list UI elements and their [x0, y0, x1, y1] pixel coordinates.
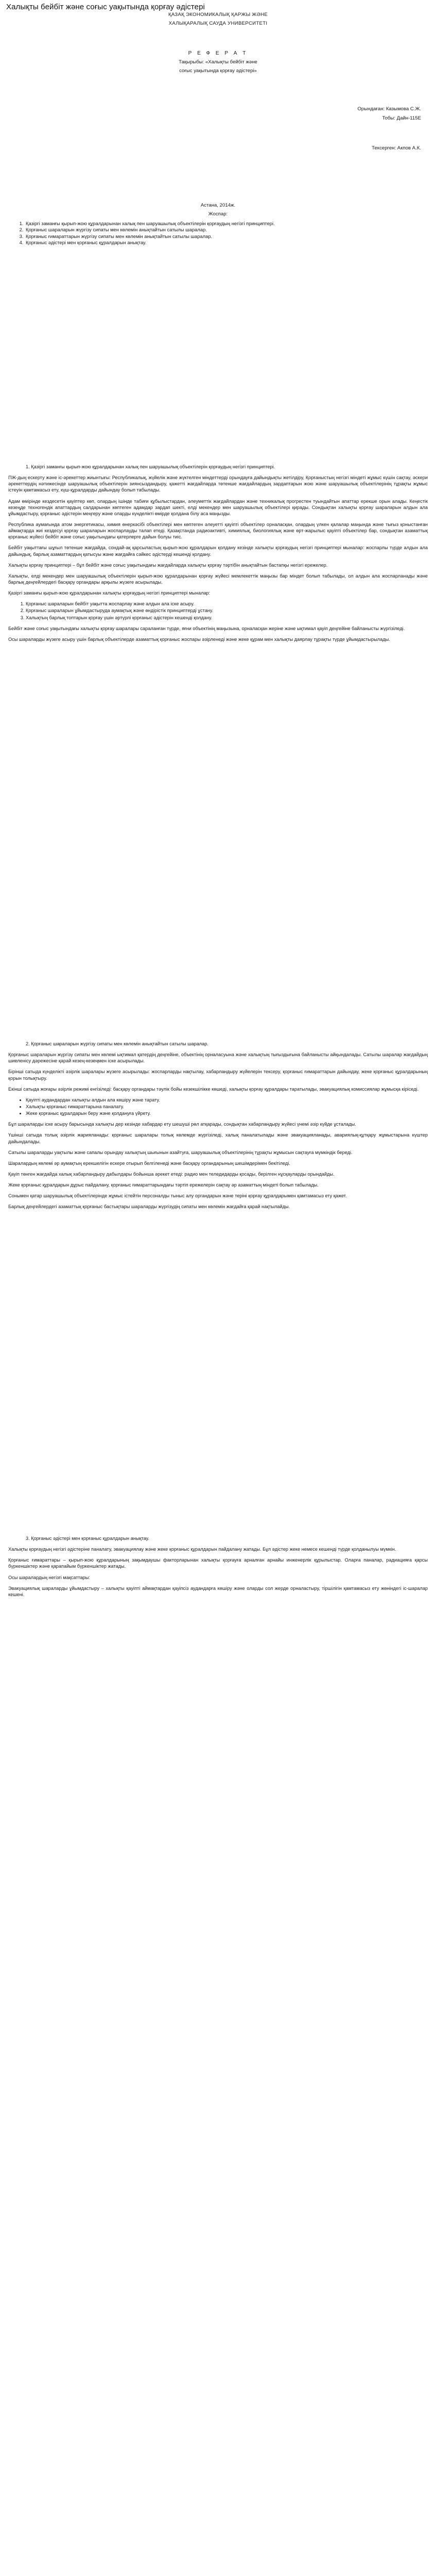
plan-title: Жоспар:	[208, 211, 228, 217]
paragraph: Бейбіт уақыттағы шұғыл төтенше жағдайда, сондай-ақ қарсыластың қырып-жою құралдарын қолдану кезінде халықты қорғаудың негізгі принциптері мыналар: жоспарлы түрде алдын ала дайындық, барлық азаматтардың қатысуы және жағдайға сәйкес әдістерді кешенді қолдану.	[8, 545, 428, 557]
section-1	[8, 464, 428, 647]
paragraph: Қорғаныс шараларын жүргізу сипаты мен көлемі ықтимал қатердің деңгейіне, объектінің орналасуына және халықтың тығыздығына байланысты айқындалады. Сатылы шаралар жағдайдың шиеленісу дәрежесіне қарай кезең-кезеңмен іске асырылады.	[8, 1052, 428, 1064]
section-3	[8, 1535, 428, 1602]
paragraph: ПЖ-дың ескерту және іс-әрекеттер жиынтығы: Республикалық, жүйелік және жүктелген міндеттерді орындауға дайындықты жетілдіру, Қорғаныстың негізгі міндеті жұмыс күшін сақтау, әскери әрекеттердің нәтижесінде шаруашылық объектілерін зиянсыздандыру, қажетті жағдайларда төтенше жағдайлардың зардаптарын жою және шаруашылық объектілерінің тұрақты жұмыс істеуін қамтамасыз ету, күш-құралдарды дайындау болып табылады.	[8, 475, 428, 493]
paragraph: Шаралардың көлемі әр аумақтың ерекшелігін ескере отырып белгіленеді және басқару органдарының шешімдерімен бекітіледі.	[8, 1160, 290, 1166]
list-item: • Қауіпті аудандардан халықты алдын ала көшіру және тарату.	[26, 1097, 428, 1103]
document-title: Халықты бейбіт және соғыс уақытында қорғау әдістері	[6, 3, 205, 11]
list-item: 2. Қорғаныс шараларын ұйымдастыруда аумақтық және өндірістік принциптерді ұстану.	[26, 607, 428, 614]
paragraph: Осы шаралардың негізгі мақсаттары:	[8, 1574, 90, 1580]
paragraph: Бейбіт және соғыс уақытындағы халықты қорғау шаралары сараланған түрде, яғни объектінің маңызына, орналасқан жеріне және ықтимал қауіп деңгейіне байланысты жүргізіледі.	[8, 625, 405, 631]
author-line: Орындаған: Казымова С.Ж.	[357, 106, 421, 112]
list-item: 3. Халықтың барлық топтарын қорғау үшін әртүрлі қорғаныс әдістерін кешенді қолдану.	[26, 615, 428, 621]
paragraph: Халықты қорғау принциптері – бұл бейбіт және соғыс уақытындағы жағдайларда халықты қорғау тәртібін анықтайтын бастапқы негізгі ережелер.	[8, 562, 328, 568]
paragraph: Сонымен қатар шаруашылық объектілерінде жұмыс істейтін персоналды тыныс алу органдарын және теріні қорғау құралдарымен қамтамасыз ету қажет.	[8, 1193, 347, 1199]
group-line: Тобы: Дайн-115Е	[382, 115, 421, 121]
university-line: ХАЛЫҚАРАЛЫҚ САУДА УНИВЕРСИТЕТІ	[168, 21, 268, 26]
section-1-title: 1. Қазіргі заманғы қырып-жою құралдарынан халық пен шаруашылық объектілерін қорғаудың негізгі принциптері.	[26, 464, 275, 469]
paragraph: Қорғаныс ғимараттары – қырып-жою құралдарының зақымдаушы факторларынан халықты қорғауға арналған арнайы инженерлік құрылыстар. Оларға паналар, радиацияға қарсы бүркеншіктер және қарапайым бүркеншіктер жатады.	[8, 1557, 428, 1569]
paragraph: Халықты, елді мекендер мен шаруашылық объектілерін қырып-жою құралдарынан қорғау жүйесі мемлекеттік маңызы бар міндет болып табылады, ол алдын ала жоспарланады және барлық деңгейлердегі басқару органдары арқылы жүзеге асырылады.	[8, 573, 428, 585]
paragraph: Үшінші сатыда толық әзірлік жарияланады: қорғаныс шаралары толық көлемде жүргізіледі, халық паналатылады және эвакуацияланады, авариялық-құтқару жұмыстарына күштер дайындалады.	[8, 1132, 428, 1144]
paragraph: Бірінші сатыда күнделікті әзірлік шаралары жүзеге асырылады: жоспарларды нақтылау, хабарландыру жүйелерін тексеру, қорғаныс ғимараттарын дайындау, жеке қорғаныс құралдарының қорын толықтыру.	[8, 1069, 428, 1081]
list-item: • Халықты қорғаныс ғимараттарына паналату.	[26, 1104, 428, 1110]
section-2-title: 2. Қорғаныс шараларын жүргізу сипаты мен көлемін анықтайтын сатылы шаралар.	[26, 1041, 208, 1046]
paragraph: Адам өмірінде кездесетін қауіптер көп, олардың ішінде табиғи құбылыстардан, әлеуметтік жағдайлардан және техникалық прогрестен туындайтын апаттар ерекше орын алады. Кеңестік кезеңде техногендік апаттардың салдарынан көптеген адамдар зардап шекті, елді мекендер мен шаруашылық объектілері қирады. Сондықтан халықты қорғау шараларын алдын ала ұйымдастыру, қорғаныс әдістерін меңгеру және оларды күнделікті өмірде қолдана білу аса маңызды.	[8, 498, 428, 516]
toc-item: 3. Қорғаныс ғимараттарын жүргізу сипаты мен көлемін анықтайтын сатылы шаралар.	[25, 233, 313, 240]
measures-list	[8, 1097, 428, 1116]
paragraph: Сатылы шараларды уақтылы және сапалы орындау халықтың шығынын азайтуға, шаруашылық объектілерінің тұрақты жұмысын сақтауға мүмкіндік береді.	[8, 1149, 353, 1155]
topic-line-1: Тақырыбы: «Халықты бейбіт және	[179, 59, 257, 65]
paragraph: Барлық деңгейлердегі азаматтық қорғаныс бастықтары шараларды жүргізудің сипаты мен көлемін жағдайға қарай нақтылайды.	[8, 1204, 290, 1210]
topic-line-2: соғыс уақытында қорғау әдістері»	[179, 68, 257, 74]
paragraph: Эвакуациялық шараларды ұйымдастыру – халықты қауіпті аймақтардан қауіпсіз аудандарға көшіру және оларды сол жерде орналастыру, тіршілігін қамтамасыз ету жөніндегі іс-шаралар кешені.	[8, 1585, 428, 1597]
paragraph: Бұл шараларды іске асыру барысында халықты дер кезінде хабардар ету шешуші рөл атқарады, сондықтан хабарландыру жүйесі үнемі әзір күйде ұсталады.	[8, 1122, 356, 1127]
section-3-title: 3. Қорғаныс әдістері мен қорғаныс құралдарын анықтау.	[26, 1536, 149, 1541]
toc-item: 1. Қазіргі заманғы қырып-жою құралдарынан халық пен шаруашылық объектілерін қорғаудың негізгі принциптері.	[25, 221, 313, 227]
paragraph: Екінші сатыда жоғары әзірлік режимі енгізіледі: басқару органдары тәулік бойы кезекшілікке көшеді, халықты қорғау құралдары таратылады, эвакуациялық комиссиялар жұмысқа кіріседі.	[8, 1086, 419, 1092]
paragraph: Республика аумағында атом энергетикасы, химия өнеркәсібі объектілері мен көптеген әлеуетті қауіпті объектілер орналасқан, олардың үлкен қалалар маңында және тығыз қоныстанған аймақтарда жиі кездесуі қорғау шараларын жоспарлауды талап етеді. Қазақстанда радиоактивті, химиялық, биологиялық және өрт-жарылыс қауіпті объектілер бар, сондықтан азаматтық қорғаныс жүйесі бейбіт және соғыс уақытындағы қатерлерге дайын болуы тиіс.	[8, 521, 428, 540]
list-item: 1. Қорғаныс шараларын бейбіт уақытта жоспарлау және алдын ала іске асыру.	[26, 601, 428, 607]
toc-item: 4. Қорғаныс әдістері мен қорғаныс құралдарын анықтау.	[25, 240, 313, 246]
section-2	[8, 1041, 428, 1215]
principles-list	[8, 601, 428, 620]
paragraph: Жеке қорғаныс құралдарын дұрыс пайдалану, қорғаныс ғимараттарындағы тәртіп ережелерін сақтау әр азаматтың міндеті болып табылады.	[8, 1182, 319, 1188]
ministry-line: ҚАЗАҚ ЭКОНОМИКАЛЫҚ ҚАРЖЫ ЖӘНЕ	[168, 12, 268, 18]
list-item: • Жеке қорғаныс құралдарын беру және қолдануға үйрету.	[26, 1110, 428, 1116]
referat-heading: Р Е Ф Е Р А Т	[188, 50, 248, 56]
paragraph: Осы шараларды жүзеге асыру үшін барлық объектілерде азаматтық қорғаныс жоспары әзірленеді және жеке құрам мен халықты даярлау тұрақты түрде ұйымдастырылады.	[8, 636, 390, 642]
checker-line: Тексерген: Акпов А.К.	[372, 145, 421, 151]
table-of-contents	[18, 221, 313, 246]
paragraph: Қазіргі заманғы қырып-жою құралдарынан халықты қорғаудың негізгі принциптері мыналар:	[8, 590, 211, 596]
toc-item: 2. Қорғаныс шараларын жүргізу сипаты мен көлемін анықтайтын сатылы шаралар.	[25, 227, 313, 233]
city-year-line: Астана, 2014ж.	[200, 202, 236, 208]
paragraph: Халықты қорғаудың негізгі әдістеріне паналату, эвакуациялау және жеке қорғаныс құралдарын пайдалану жатады. Бұл әдістер жеке немесе кешенді түрде қолданылуы мүмкін.	[8, 1547, 396, 1552]
paragraph: Қауіп төнген жағдайда халық хабарландыру дабылдары бойынша әрекет етеді: радио мен теледидарды қосады, берілген нұсқауларды орындайды.	[8, 1171, 335, 1177]
